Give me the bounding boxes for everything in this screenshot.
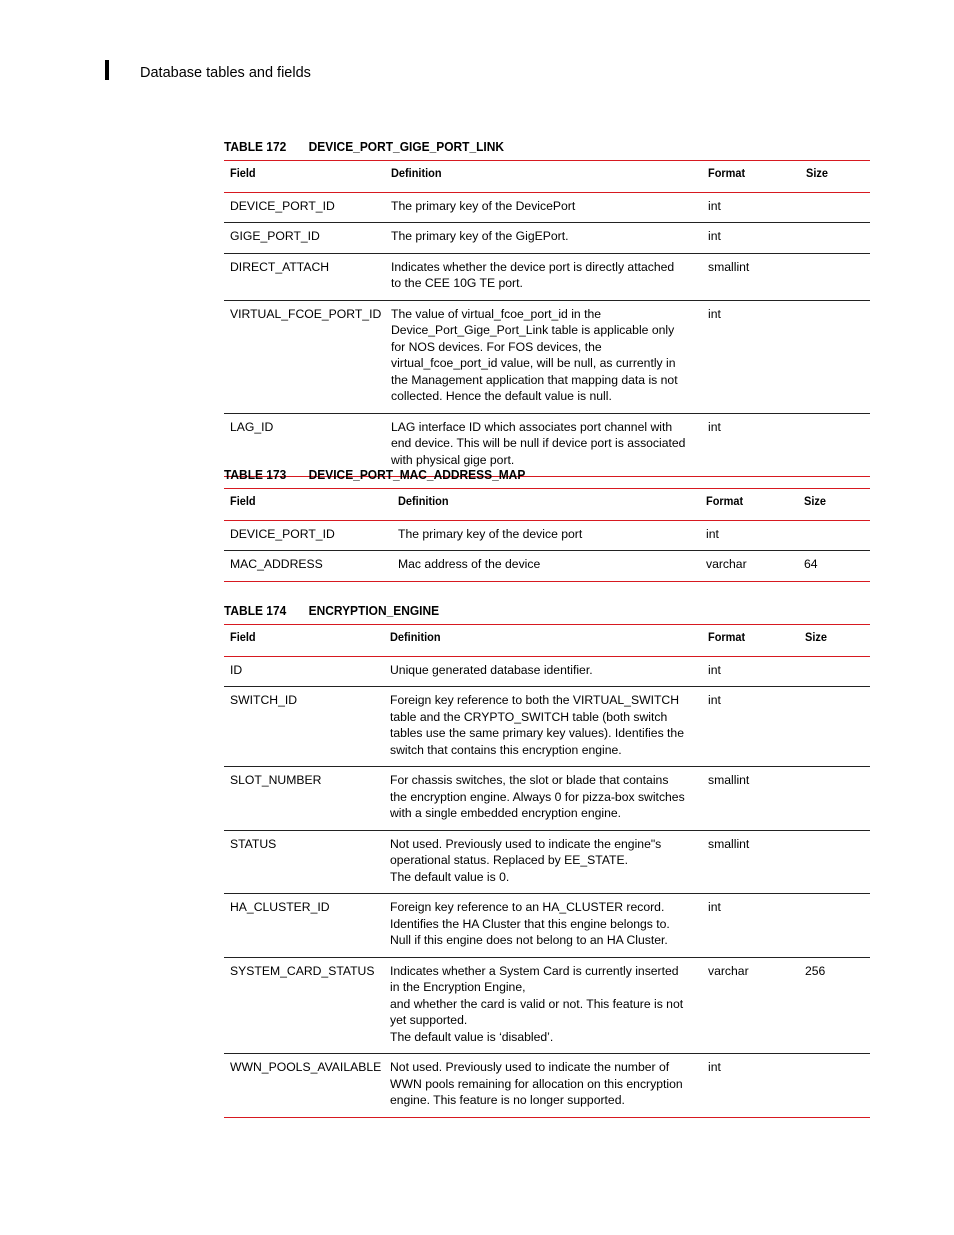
definition-cell: For chassis switches, the slot or blade that contains the encryption engine. Always 0 for pizza-box switches with a single embedded encryption engine. bbox=[384, 767, 702, 831]
size-cell bbox=[799, 830, 870, 894]
table-caption bbox=[224, 467, 525, 482]
table-row bbox=[224, 830, 870, 894]
column-header: Definition bbox=[392, 489, 700, 521]
format-cell: varchar bbox=[700, 551, 798, 582]
table-number: TABLE 173 bbox=[224, 467, 287, 482]
table-row bbox=[224, 300, 870, 413]
format-cell: int bbox=[702, 687, 799, 767]
size-cell: 256 bbox=[799, 957, 870, 1054]
page-margin-bar bbox=[105, 60, 109, 80]
table-number: TABLE 174 bbox=[224, 603, 287, 618]
column-header: Format bbox=[702, 161, 800, 193]
table-row bbox=[224, 1054, 870, 1118]
table-device-port-mac-address-map bbox=[224, 488, 870, 582]
size-cell bbox=[800, 413, 870, 477]
size-cell: 64 bbox=[798, 551, 870, 582]
format-cell: int bbox=[702, 656, 799, 687]
format-cell: smallint bbox=[702, 767, 799, 831]
size-cell bbox=[799, 1054, 870, 1118]
table-number: TABLE 172 bbox=[224, 139, 287, 154]
definition-cell: Mac address of the device bbox=[392, 551, 700, 582]
column-header: Field bbox=[224, 625, 384, 657]
field-cell: ID bbox=[224, 656, 384, 687]
definition-cell: Foreign key reference to an HA_CLUSTER record. Identifies the HA Cluster that this engine belongs to. Null if this engine does not belong to an HA Cluster. bbox=[384, 894, 702, 958]
format-cell: int bbox=[702, 413, 800, 477]
column-header: Size bbox=[798, 489, 870, 521]
header-row bbox=[224, 489, 870, 521]
definition-cell: LAG interface ID which associates port channel with end device. This will be null if device port is associated with physical gige port. bbox=[385, 413, 702, 477]
table-caption bbox=[224, 139, 504, 154]
field-cell: DIRECT_ATTACH bbox=[224, 253, 385, 300]
definition-cell: Indicates whether a System Card is currently inserted in the Encryption Engine, and whether the card is valid or not. This feature is not yet supported. The default value is ‘disabled’. bbox=[384, 957, 702, 1054]
column-header: Field bbox=[224, 489, 392, 521]
definition-cell: The value of virtual_fcoe_port_id in the Device_Port_Gige_Port_Link table is applicable only for NOS devices. For FOS devices, the virtual_fcoe_port_id value, will be null, as currently in the Management application that mapping data is not collected. Hence the default value is null. bbox=[385, 300, 702, 413]
header-row bbox=[224, 161, 870, 193]
column-header: Field bbox=[224, 161, 385, 193]
field-cell: MAC_ADDRESS bbox=[224, 551, 392, 582]
size-cell bbox=[800, 192, 870, 223]
size-cell bbox=[799, 656, 870, 687]
field-cell: HA_CLUSTER_ID bbox=[224, 894, 384, 958]
table-name: ENCRYPTION_ENGINE bbox=[308, 603, 440, 618]
definition-cell: The primary key of the GigEPort. bbox=[385, 223, 702, 254]
definition-cell: The primary key of the DevicePort bbox=[385, 192, 702, 223]
field-cell: STATUS bbox=[224, 830, 384, 894]
format-cell: int bbox=[702, 192, 800, 223]
table-row bbox=[224, 957, 870, 1054]
table-name: DEVICE_PORT_MAC_ADDRESS_MAP bbox=[308, 467, 526, 482]
table-row bbox=[224, 687, 870, 767]
format-cell: int bbox=[702, 894, 799, 958]
size-cell bbox=[799, 687, 870, 767]
table-row bbox=[224, 520, 870, 551]
definition-cell: Indicates whether the device port is directly attached to the CEE 10G TE port. bbox=[385, 253, 702, 300]
field-cell: SLOT_NUMBER bbox=[224, 767, 384, 831]
definition-cell: Not used. Previously used to indicate the number of WWN pools remaining for allocation on this encryption engine. This feature is no longer supported. bbox=[384, 1054, 702, 1118]
field-cell: SYSTEM_CARD_STATUS bbox=[224, 957, 384, 1054]
size-cell bbox=[798, 520, 870, 551]
header-row bbox=[224, 625, 870, 657]
size-cell bbox=[800, 300, 870, 413]
size-cell bbox=[799, 894, 870, 958]
table-row bbox=[224, 253, 870, 300]
format-cell: int bbox=[702, 223, 800, 254]
table-row bbox=[224, 223, 870, 254]
table-name: DEVICE_PORT_GIGE_PORT_LINK bbox=[308, 139, 505, 154]
size-cell bbox=[800, 253, 870, 300]
field-cell: GIGE_PORT_ID bbox=[224, 223, 385, 254]
table-caption bbox=[224, 603, 439, 618]
column-header: Format bbox=[700, 489, 798, 521]
field-cell: LAG_ID bbox=[224, 413, 385, 477]
column-header: Definition bbox=[384, 625, 702, 657]
table-row bbox=[224, 551, 870, 582]
definition-cell: Unique generated database identifier. bbox=[384, 656, 702, 687]
column-header: Size bbox=[799, 625, 870, 657]
size-cell bbox=[800, 223, 870, 254]
format-cell: varchar bbox=[702, 957, 799, 1054]
format-cell: int bbox=[702, 300, 800, 413]
table-row bbox=[224, 894, 870, 958]
table-encryption-engine bbox=[224, 624, 870, 1118]
definition-cell: Foreign key reference to both the VIRTUAL_SWITCH table and the CRYPTO_SWITCH table (both switch tables use the same primary key values). Identifies the switch that contains this encryption engine. bbox=[384, 687, 702, 767]
field-cell: SWITCH_ID bbox=[224, 687, 384, 767]
size-cell bbox=[799, 767, 870, 831]
column-header: Size bbox=[800, 161, 870, 193]
format-cell: smallint bbox=[702, 253, 800, 300]
format-cell: int bbox=[700, 520, 798, 551]
format-cell: int bbox=[702, 1054, 799, 1118]
field-cell: VIRTUAL_FCOE_PORT_ID bbox=[224, 300, 385, 413]
field-cell: DEVICE_PORT_ID bbox=[224, 520, 392, 551]
column-header: Definition bbox=[385, 161, 702, 193]
field-cell: WWN_POOLS_AVAILABLE bbox=[224, 1054, 384, 1118]
field-cell: DEVICE_PORT_ID bbox=[224, 192, 385, 223]
table-row bbox=[224, 767, 870, 831]
format-cell: smallint bbox=[702, 830, 799, 894]
table-row bbox=[224, 656, 870, 687]
table-row bbox=[224, 192, 870, 223]
definition-cell: Not used. Previously used to indicate the engine"s operational status. Replaced by EE_STATE. The default value is 0. bbox=[384, 830, 702, 894]
column-header: Format bbox=[702, 625, 799, 657]
running-header: Database tables and fields bbox=[140, 65, 311, 81]
table-device-port-gige-port-link bbox=[224, 160, 870, 477]
definition-cell: The primary key of the device port bbox=[392, 520, 700, 551]
